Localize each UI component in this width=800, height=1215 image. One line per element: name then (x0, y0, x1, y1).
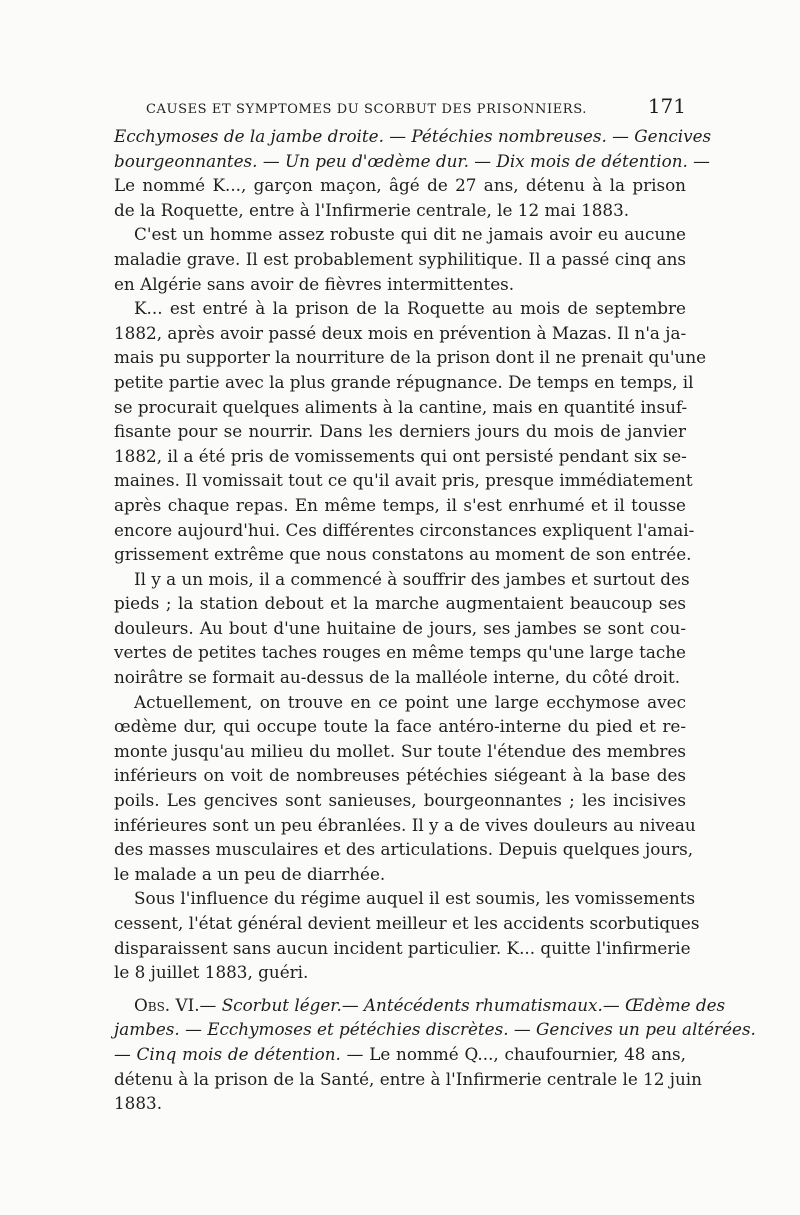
text-line: en Algérie sans avoir de fièvres intermittentes. (114, 273, 515, 294)
body-text (114, 124, 756, 1116)
text-line: le 8 juillet 1883, guéri. (114, 962, 309, 983)
text-line: œdème dur, qui occupe toute la face antéro-interne du pied et re- (114, 716, 686, 737)
text-line: 1883. (114, 1093, 163, 1114)
observation-heading (114, 993, 726, 1018)
text-line: maladie grave. Il est probablement syphilitique. Il a passé cinq ans (114, 248, 686, 269)
text-line: douleurs. Au bout d'une huitaine de jours, ses jambes se sont cou- (114, 617, 686, 638)
text-line: disparaissent sans aucun incident particulier. K... quitte l'infirmerie (114, 937, 691, 958)
observation-title: Scorbut léger.— Antécédents rhumatismaux.— Œdème des (221, 994, 726, 1015)
text-line: détenu à la prison de la Santé, entre à l'Infirmerie centrale le 12 juin (114, 1068, 702, 1089)
text-line: Le nommé K..., garçon maçon, âgé de 27 ans, détenu à la prison (114, 175, 686, 196)
text-line: jambes. — Ecchymoses et pétéchies discrètes. — Gencives un peu altérées. (114, 1019, 756, 1040)
text-line: Sous l'influence du régime auquel il est soumis, les vomissements (134, 888, 696, 909)
text-line (114, 1042, 686, 1067)
text-line: inférieurs on voit de nombreuses pétéchies siégeant à la base des (114, 765, 686, 786)
text-line: C'est un homme assez robuste qui dit ne jamais avoir eu aucune (134, 224, 686, 245)
text-line: maines. Il vomissait tout ce qu'il avait pris, presque immédiatement (114, 470, 693, 491)
observation-detention: — Cinq mois de détention. — (114, 1043, 364, 1064)
running-head: CAUSES ET SYMPTOMES DU SCORBUT DES PRISONNIERS. (146, 102, 587, 117)
text-line: poils. Les gencives sont sanieuses, bourgeonnantes ; les incisives (114, 790, 686, 811)
observation-patient: Le nommé Q..., chaufournier, 48 ans, (369, 1043, 686, 1064)
text-line: Ecchymoses de la jambe droite. — Pétéchies nombreuses. — Gencives (114, 126, 712, 146)
text-line: 1882, il a été pris de vomissements qui ont persisté pendant six se- (114, 445, 687, 466)
page-header (114, 92, 686, 132)
text-line: mais pu supporter la nourriture de la prison dont il ne prenait qu'une (114, 347, 707, 368)
text-line: le malade a un peu de diarrhée. (114, 863, 386, 884)
text-line: noirâtre se formait au-dessus de la malléole interne, du côté droit. (114, 667, 681, 688)
text-line: encore aujourd'hui. Ces différentes circonstances expliquent l'amai- (114, 519, 695, 540)
text-line: 1882, après avoir passé deux mois en prévention à Mazas. Il n'a ja- (114, 322, 687, 343)
text-line: pieds ; la station debout et la marche augmentaient beaucoup ses (114, 593, 686, 614)
text-line: monte jusqu'au milieu du mollet. Sur toute l'étendue des membres (114, 740, 686, 761)
book-page (114, 0, 756, 1116)
text-line: Actuellement, on trouve en ce point une large ecchymose avec (134, 691, 686, 712)
text-line: cessent, l'état général devient meilleur et les accidents scorbutiques (114, 913, 700, 933)
text-line: après chaque repas. En même temps, il s'est enrhumé et il tousse (114, 494, 686, 515)
text-line: se procurait quelques aliments à la cantine, mais en quantité insuf- (114, 396, 688, 417)
text-line: fisante pour se nourrir. Dans les derniers jours du mois de janvier (114, 421, 686, 442)
text-line: bourgeonnantes. — Un peu d'œdème dur. — Dix mois de détention. — (114, 150, 710, 171)
observation-label: Obs. VI.— (134, 994, 217, 1015)
text-line: vertes de petites taches rouges en même temps qu'une large tache (114, 642, 686, 663)
text-line: grissement extrême que nous constatons au moment de son entrée. (114, 544, 692, 565)
text-line: K... est entré à la prison de la Roquette au mois de septembre (134, 298, 686, 319)
text-line: Il y a un mois, il a commencé à souffrir des jambes et surtout des (134, 568, 690, 589)
text-line: petite partie avec la plus grande répugnance. De temps en temps, il (114, 371, 694, 392)
page-number: 171 (647, 94, 686, 118)
text-line: inférieures sont un peu ébranlées. Il y a de vives douleurs au niveau (114, 814, 696, 835)
text-line: de la Roquette, entre à l'Infirmerie centrale, le 12 mai 1883. (114, 199, 630, 220)
text-line: des masses musculaires et des articulations. Depuis quelques jours, (114, 839, 694, 860)
